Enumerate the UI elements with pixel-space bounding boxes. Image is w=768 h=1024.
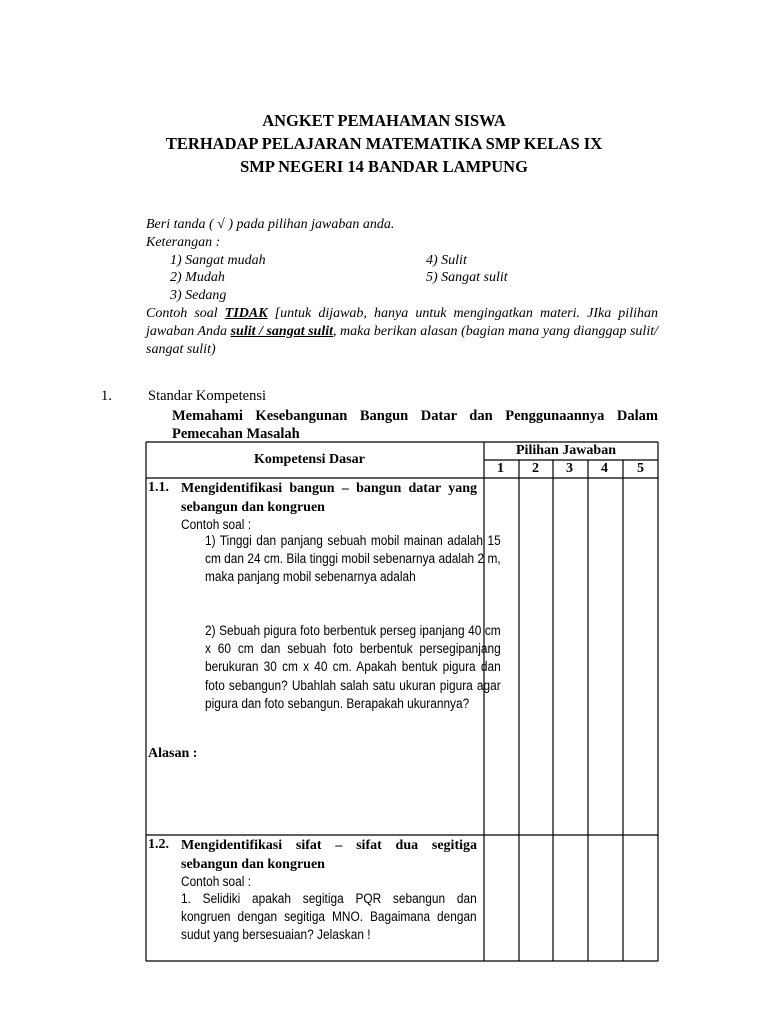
legend-item-1: 1) Sangat mudah <box>170 252 266 268</box>
kd-contoh-label-1: Contoh soal : <box>181 517 252 532</box>
kd-number-1: 1.1. <box>148 480 169 495</box>
doc-title-line1: ANGKET PEMAHAMAN SISWA <box>262 111 506 130</box>
choice-header-5: 5 <box>637 461 644 476</box>
alasan-label: Alasan : <box>148 746 198 761</box>
col-header-kompetensi: Kompetensi Dasar <box>254 452 365 467</box>
example-note-tidak: TIDAK <box>224 305 268 321</box>
choice-header-2: 2 <box>532 461 539 476</box>
section-subtitle: Memahami Kesebangunan Bangun Datar dan Penggunaannya Dalam Pemecahan Masalah <box>172 408 658 442</box>
choice-header-1: 1 <box>497 461 504 476</box>
doc-title-line2: TERHADAP PELAJARAN MATEMATIKA SMP KELAS IX <box>165 134 603 153</box>
example-note-pre: Contoh soal <box>146 305 225 321</box>
kd-question-2-1: 1. Selidiki apakah segitiga PQR sebangun dan kongruen dengan segitiga MNO. Bagaimana dengan sudut yang bersesuaian? Jelaskan ! <box>181 891 477 943</box>
section-number: 1. <box>101 388 112 404</box>
choice-header-3: 3 <box>566 461 573 476</box>
legend-item-2: 2) Mudah <box>170 270 225 286</box>
kd-title-2: Mengidentifikasi sifat – sifat dua segitiga sebangun dan kongruen <box>181 838 477 872</box>
legend-item-5: 5) Sangat sulit <box>426 270 508 286</box>
section-title: Standar Kompetensi <box>148 388 266 404</box>
example-note-mid: [untuk dijawab, hanya untuk mengingatkan materi. JIka pilihan jawaban Anda <box>146 305 658 339</box>
col-header-pilihan: Pilihan Jawaban <box>516 443 616 458</box>
kd-question-1-2: 2) Sebuah pigura foto berbentuk perseg ipanjang 40 cm x 60 cm dan sebuah foto berbentuk persegipanjang berukuran 30 cm x 40 cm. Apakah bentuk pigura dan foto sebangun? Ubahlah salah satu ukuran pigura agar pigura dan foto sebangun. Berapakah ukurannya? <box>205 623 501 711</box>
keterangan-label: Keterangan : <box>146 234 221 250</box>
mark-instruction: Beri tanda ( √ ) pada pilihan jawaban anda. <box>146 217 395 232</box>
choice-header-4: 4 <box>601 461 608 476</box>
example-note-sulit: sulit / sangat sulit <box>230 323 334 339</box>
kd-number-2: 1.2. <box>148 837 169 852</box>
kd-question-1-1: 1) Tinggi dan panjang sebuah mobil mainan adalah 15 cm dan 24 cm. Bila tinggi mobil sebenarnya adalah 2 m, maka panjang mobil sebenarnya adalah <box>205 533 501 585</box>
legend-item-4: 4) Sulit <box>426 252 467 268</box>
example-note-post: , maka berikan alasan (bagian mana yang dianggap sulit/ sangat sulit) <box>146 323 658 357</box>
legend-item-3: 3) Sedang <box>170 288 227 304</box>
kd-title-1: Mengidentifikasi bangun – bangun datar yang sebangun dan kongruen <box>181 481 477 515</box>
doc-title-line3: SMP NEGERI 14 BANDAR LAMPUNG <box>240 157 528 176</box>
kd-contoh-label-2: Contoh soal : <box>181 874 252 889</box>
